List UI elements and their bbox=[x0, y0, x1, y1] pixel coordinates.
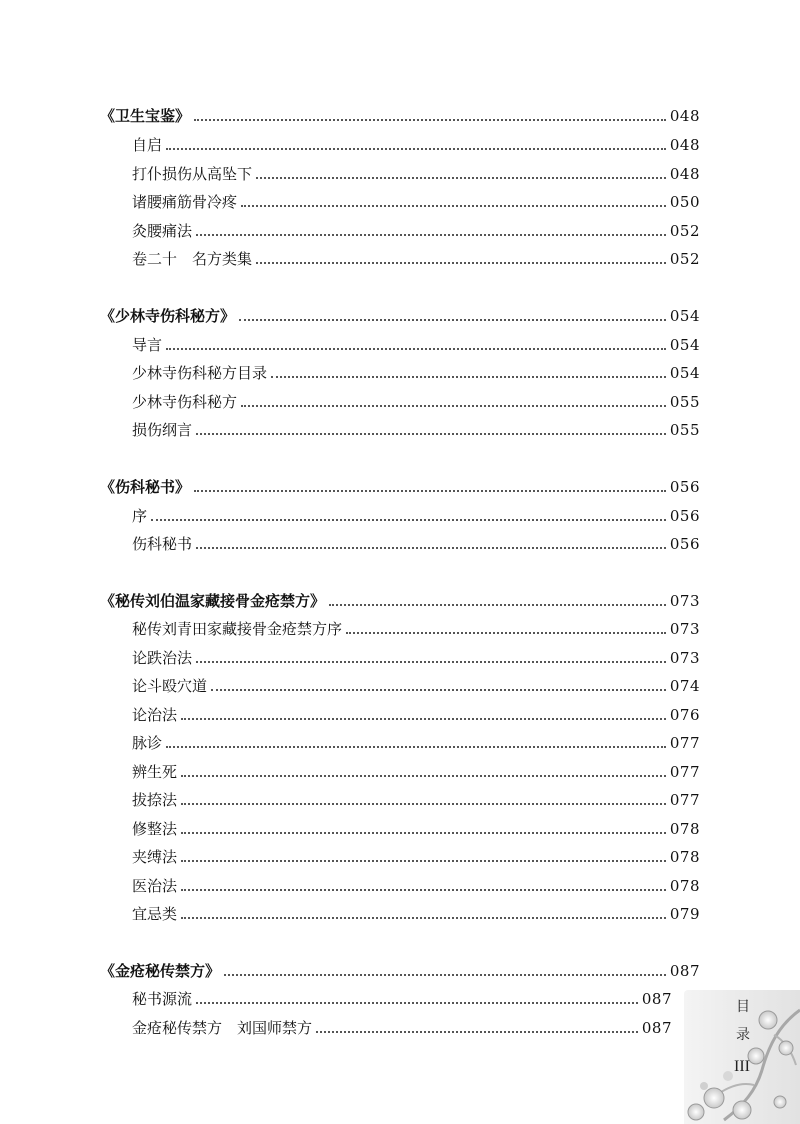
toc-entry[interactable] bbox=[132, 416, 700, 440]
toc-entry[interactable] bbox=[132, 331, 700, 355]
entry-title: 论跌治法 bbox=[132, 649, 193, 667]
page-number: 087 bbox=[669, 962, 700, 980]
leader-dots bbox=[166, 348, 666, 350]
page-number: 052 bbox=[669, 222, 700, 240]
entry-title: 医治法 bbox=[132, 877, 178, 895]
section-title: 《伤科秘书》 bbox=[100, 478, 191, 496]
leader-dots bbox=[271, 376, 666, 378]
toc-entry[interactable] bbox=[132, 131, 700, 155]
leader-dots bbox=[196, 433, 666, 435]
page-number: 056 bbox=[669, 478, 700, 496]
leader-dots bbox=[256, 262, 666, 264]
toc-entry[interactable] bbox=[132, 644, 700, 668]
entry-title: 脉诊 bbox=[132, 734, 163, 752]
toc-entry[interactable] bbox=[132, 160, 700, 184]
toc-entry[interactable] bbox=[132, 359, 700, 383]
leader-dots bbox=[181, 889, 666, 891]
page-number: 073 bbox=[669, 592, 700, 610]
entry-title: 损伤纲言 bbox=[132, 421, 193, 439]
entry-title: 论斗殴穴道 bbox=[132, 677, 208, 695]
leader-dots bbox=[241, 205, 666, 207]
section-title: 《卫生宝鉴》 bbox=[100, 107, 191, 125]
toc-entry[interactable] bbox=[132, 815, 700, 839]
toc-entry[interactable] bbox=[132, 388, 700, 412]
page-number: 087 bbox=[641, 1019, 672, 1037]
page-number: 048 bbox=[669, 165, 700, 183]
toc-entry[interactable] bbox=[132, 1014, 672, 1038]
leader-dots bbox=[316, 1031, 638, 1033]
entry-title: 拔捺法 bbox=[132, 791, 178, 809]
page-number: 048 bbox=[669, 107, 700, 125]
leader-dots bbox=[196, 661, 666, 663]
page-number: 050 bbox=[669, 193, 700, 211]
section-title: 《秘传刘伯温家藏接骨金疮禁方》 bbox=[100, 592, 326, 610]
page-number: 055 bbox=[669, 393, 700, 411]
page-number: 055 bbox=[669, 421, 700, 439]
leader-dots bbox=[346, 632, 666, 634]
toc-entry[interactable] bbox=[132, 217, 700, 241]
toc-entry[interactable] bbox=[132, 701, 700, 725]
page-number: 054 bbox=[669, 336, 700, 354]
leader-dots bbox=[211, 689, 666, 691]
entry-title: 打仆损伤从高坠下 bbox=[132, 165, 253, 183]
toc-entry[interactable] bbox=[132, 985, 672, 1009]
page-number: 073 bbox=[669, 620, 700, 638]
toc-entry[interactable] bbox=[132, 502, 700, 526]
entry-title: 宜忌类 bbox=[132, 905, 178, 923]
entry-title: 夹缚法 bbox=[132, 848, 178, 866]
section-title: 《少林寺伤科秘方》 bbox=[100, 307, 236, 325]
page-number: 078 bbox=[669, 820, 700, 838]
entry-title: 修整法 bbox=[132, 820, 178, 838]
entry-title: 导言 bbox=[132, 336, 163, 354]
page-number: 078 bbox=[669, 877, 700, 895]
leader-dots bbox=[196, 234, 666, 236]
leader-dots bbox=[181, 718, 666, 720]
entry-title: 灸腰痛法 bbox=[132, 222, 193, 240]
page-number: 073 bbox=[669, 649, 700, 667]
entry-title: 伤科秘书 bbox=[132, 535, 193, 553]
entry-title: 序 bbox=[132, 507, 148, 525]
page-number: 054 bbox=[669, 307, 700, 325]
toc-section-heading[interactable] bbox=[100, 473, 700, 497]
leader-dots bbox=[194, 119, 666, 121]
toc-entry[interactable] bbox=[132, 872, 700, 896]
entry-title: 诸腰痛筋骨冷疼 bbox=[132, 193, 238, 211]
entry-title: 金疮秘传禁方 刘国师禁方 bbox=[132, 1019, 313, 1037]
page-number: 077 bbox=[669, 763, 700, 781]
leader-dots bbox=[166, 148, 666, 150]
toc-entry[interactable] bbox=[132, 843, 700, 867]
page-number: 077 bbox=[669, 734, 700, 752]
toc-entry[interactable] bbox=[132, 615, 700, 639]
leader-dots bbox=[196, 1002, 638, 1004]
toc-section-heading[interactable] bbox=[100, 587, 700, 611]
entry-title: 自启 bbox=[132, 136, 163, 154]
leader-dots bbox=[241, 405, 666, 407]
entry-title: 卷二十 名方类集 bbox=[132, 250, 253, 268]
toc-entry[interactable] bbox=[132, 758, 700, 782]
leader-dots bbox=[181, 860, 666, 862]
entry-title: 少林寺伤科秘方 bbox=[132, 393, 238, 411]
toc-section-heading[interactable] bbox=[100, 102, 700, 126]
toc-entry[interactable] bbox=[132, 530, 700, 554]
leader-dots bbox=[181, 803, 666, 805]
leader-dots bbox=[166, 746, 666, 748]
entry-title: 辨生死 bbox=[132, 763, 178, 781]
leader-dots bbox=[151, 519, 666, 521]
page-number: 079 bbox=[669, 905, 700, 923]
leader-dots bbox=[329, 604, 666, 606]
page-number: 076 bbox=[669, 706, 700, 724]
page-number: 056 bbox=[669, 507, 700, 525]
leader-dots bbox=[181, 832, 666, 834]
toc-entry[interactable] bbox=[132, 672, 700, 696]
toc-entry[interactable] bbox=[132, 900, 700, 924]
page-number: 052 bbox=[669, 250, 700, 268]
toc-section-heading[interactable] bbox=[100, 957, 700, 981]
page-number: 054 bbox=[669, 364, 700, 382]
page-number: 087 bbox=[641, 990, 672, 1008]
page-number: 077 bbox=[669, 791, 700, 809]
entry-title: 少林寺伤科秘方目录 bbox=[132, 364, 268, 382]
leader-dots bbox=[239, 319, 666, 321]
leader-dots bbox=[196, 547, 666, 549]
page-number: 074 bbox=[669, 677, 700, 695]
toc-entry[interactable] bbox=[132, 786, 700, 810]
page-number: 056 bbox=[669, 535, 700, 553]
leader-dots bbox=[224, 974, 666, 976]
entry-title: 论治法 bbox=[132, 706, 178, 724]
leader-dots bbox=[194, 490, 666, 492]
leader-dots bbox=[181, 917, 666, 919]
page-folio: III bbox=[734, 1058, 750, 1075]
leader-dots bbox=[181, 775, 666, 777]
section-title: 《金疮秘传禁方》 bbox=[100, 962, 221, 980]
side-tab-char-2: 录 bbox=[736, 1027, 750, 1043]
toc-entry[interactable] bbox=[132, 188, 700, 212]
leader-dots bbox=[256, 177, 666, 179]
toc-entry[interactable] bbox=[132, 245, 700, 269]
entry-title: 秘书源流 bbox=[132, 990, 193, 1008]
entry-title: 秘传刘青田家藏接骨金疮禁方序 bbox=[132, 620, 343, 638]
toc-section-heading[interactable] bbox=[100, 302, 700, 326]
side-tab-char-1: 目 bbox=[736, 999, 750, 1015]
page-number: 078 bbox=[669, 848, 700, 866]
page-number: 048 bbox=[669, 136, 700, 154]
toc-entry[interactable] bbox=[132, 729, 700, 753]
